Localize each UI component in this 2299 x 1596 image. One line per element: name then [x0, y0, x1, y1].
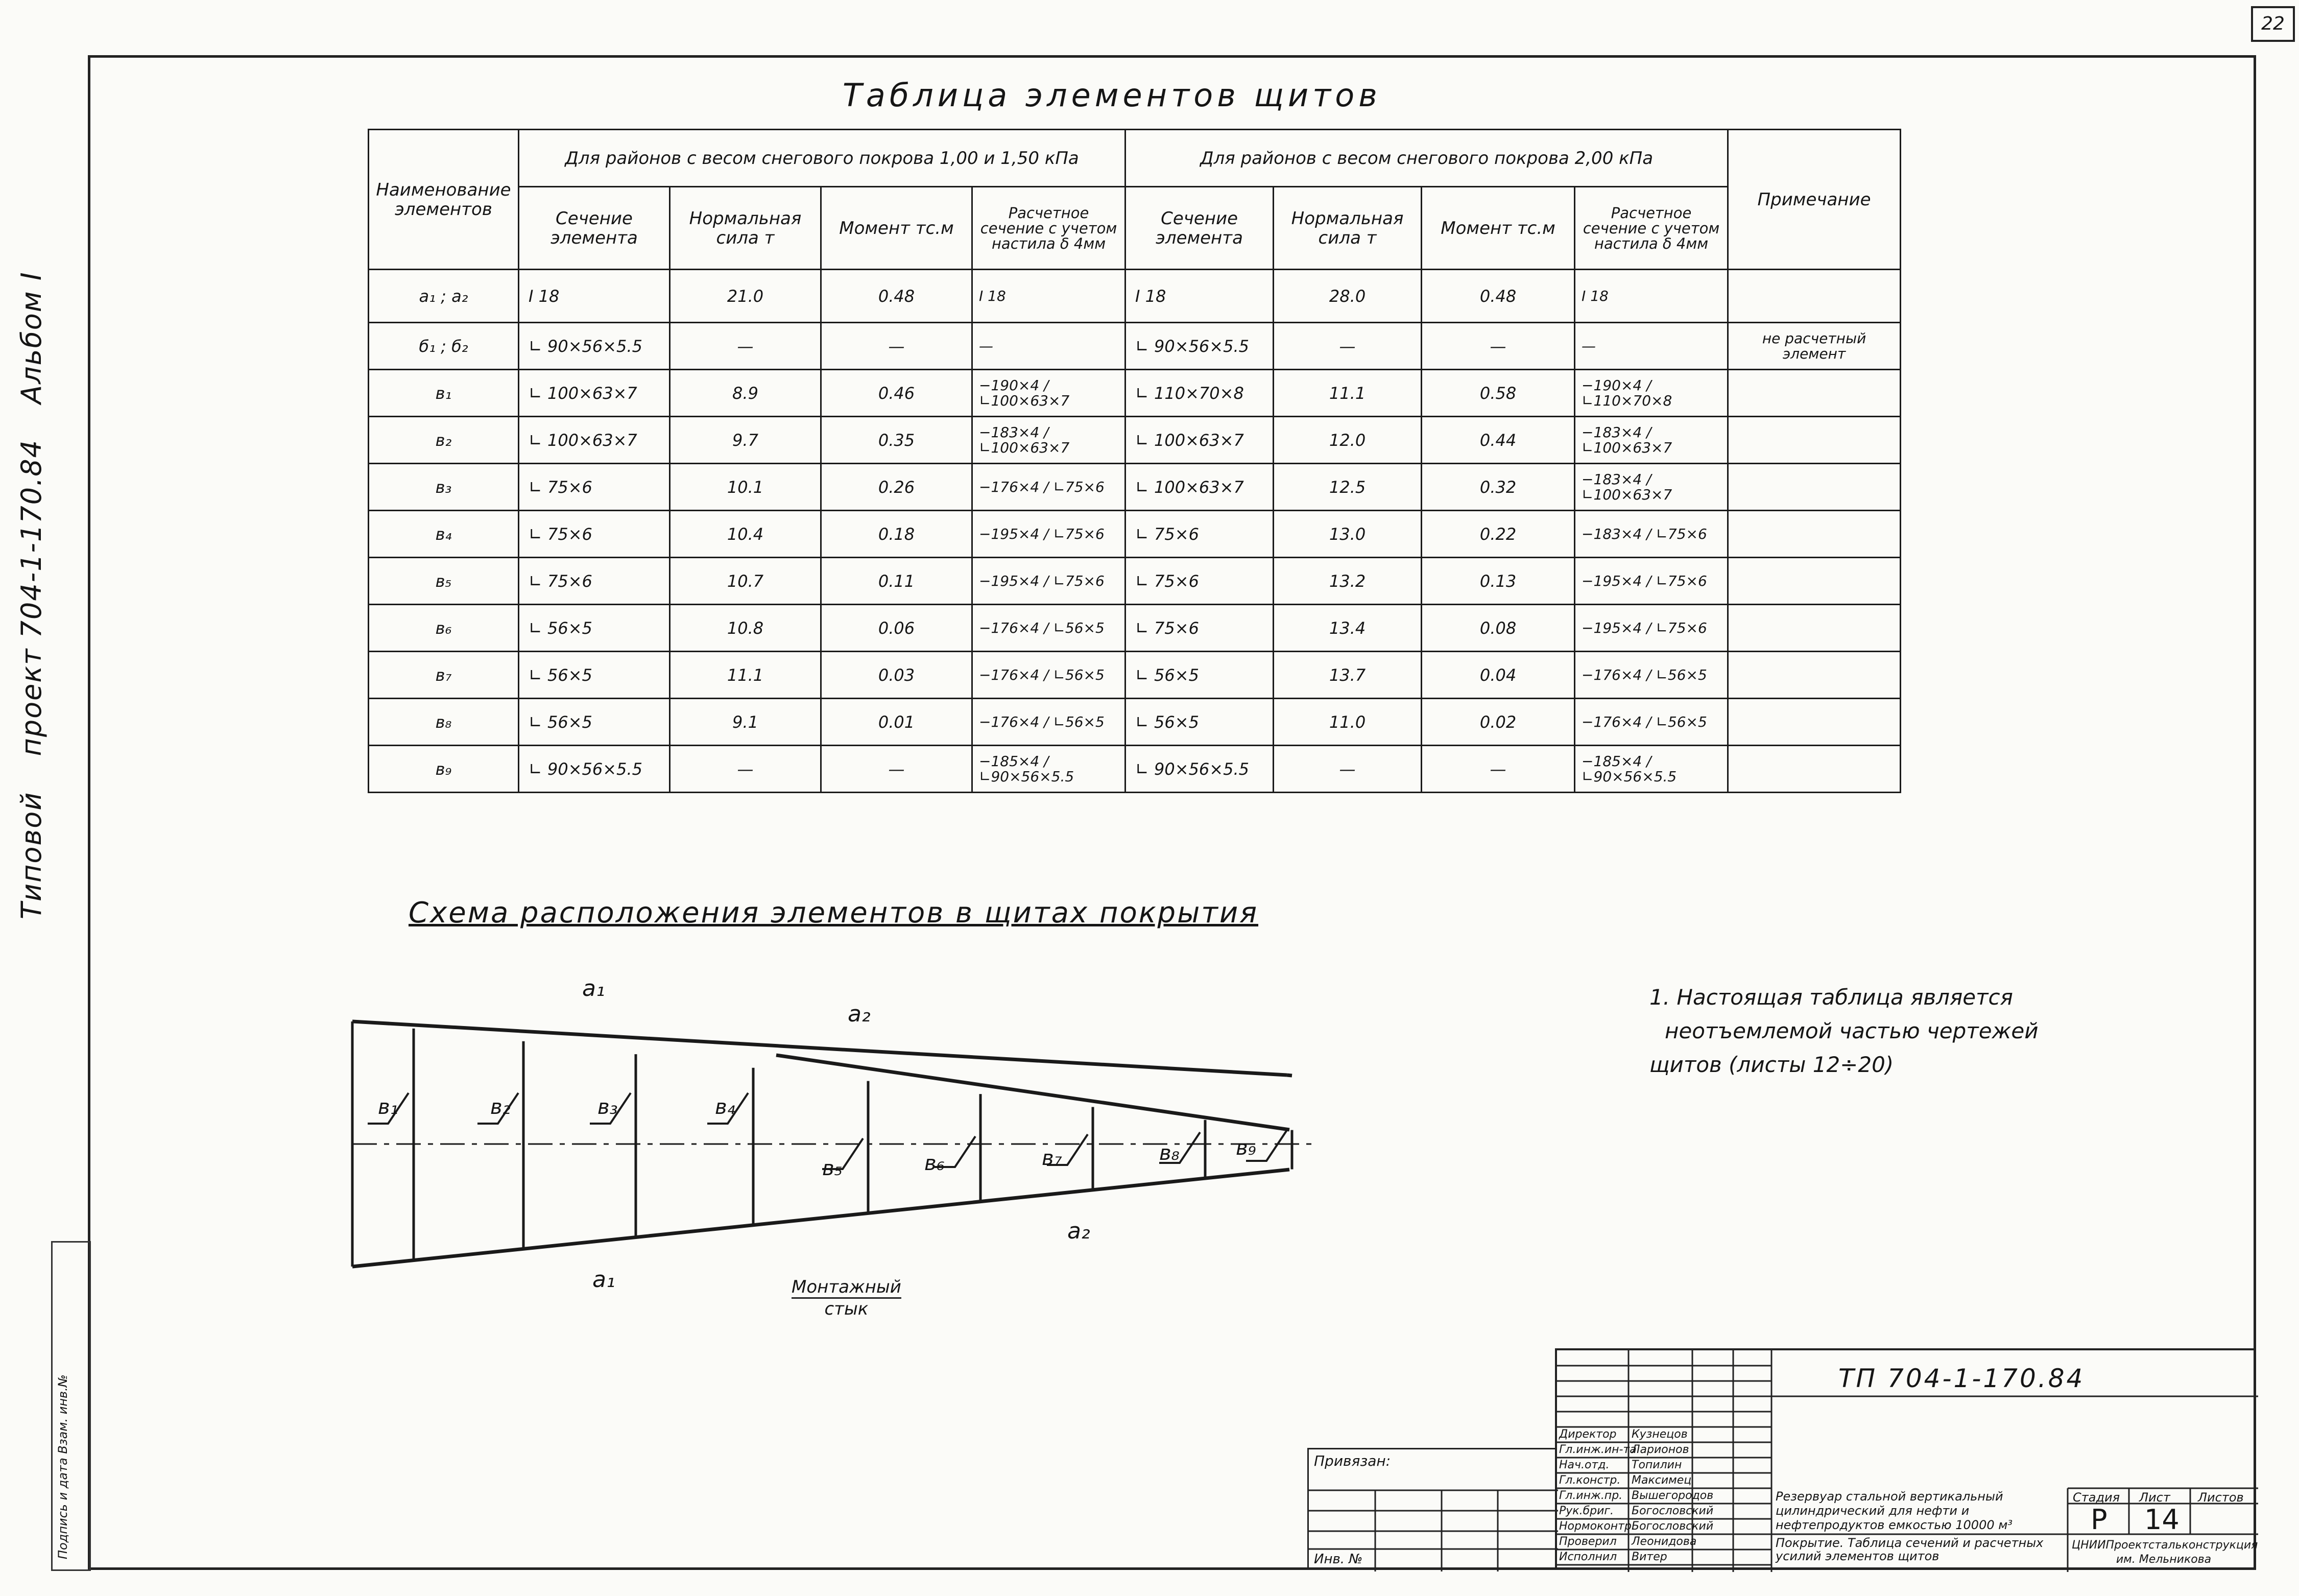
cell-c1: −176×4 / ∟75×6: [972, 464, 1125, 511]
cell-n1: 9.7: [670, 417, 821, 464]
cell-m1: 0.01: [821, 699, 972, 746]
joint-label-1: Монтажный: [792, 1277, 901, 1299]
cell-s1: ∟ 75×6: [519, 511, 670, 558]
cell-s2: ∟ 56×5: [1125, 652, 1274, 699]
cell-name: в₉: [369, 746, 519, 793]
cell-n2: 12.0: [1274, 417, 1422, 464]
side-album: Альбом I: [15, 271, 47, 404]
cell-s2: ∟ 75×6: [1125, 558, 1274, 605]
note-line-2: неотъемлемой частью чертежей: [1665, 1018, 2039, 1043]
joint-label-2: стык: [824, 1299, 869, 1319]
sheet-value: 14: [2144, 1504, 2180, 1536]
header-group-2: Для районов с весом снегового покрова 2,00 кПа: [1125, 130, 1728, 187]
sheet-number: 22: [2251, 6, 2295, 42]
header-moment: Момент тс.м: [1422, 187, 1575, 270]
cell-n2: 13.4: [1274, 605, 1422, 652]
cell-c1: −176×4 / ∟56×5: [972, 605, 1125, 652]
cell-m1: —: [821, 746, 972, 793]
cell-m1: 0.35: [821, 417, 972, 464]
cell-m1: —: [821, 323, 972, 370]
cell-s2: ∟ 100×63×7: [1125, 464, 1274, 511]
table-row: [369, 558, 1901, 605]
role-label: Директор: [1559, 1428, 1617, 1441]
cell-s2: ∟ 90×56×5.5: [1125, 323, 1274, 370]
cell-c1: −176×4 / ∟56×5: [972, 699, 1125, 746]
scheme-title: Схема расположения элементов в щитах покрытия: [409, 896, 1259, 930]
cell-c2: −183×4 / ∟100×63×7: [1575, 464, 1728, 511]
cell-n1: 10.7: [670, 558, 821, 605]
cell-note: [1728, 746, 1901, 793]
cell-c1: −183×4 / ∟100×63×7: [972, 417, 1125, 464]
cell-c2: −183×4 / ∟75×6: [1575, 511, 1728, 558]
cell-m2: —: [1422, 746, 1575, 793]
header-moment: Момент тс.м: [821, 187, 972, 270]
cell-name: в₇: [369, 652, 519, 699]
role-label: Гл.констр.: [1559, 1474, 1621, 1487]
cell-c2: −185×4 / ∟90×56×5.5: [1575, 746, 1728, 793]
cell-n2: 13.0: [1274, 511, 1422, 558]
cell-n2: 13.7: [1274, 652, 1422, 699]
cell-s1: I 18: [519, 270, 670, 323]
person-name: Витер: [1632, 1551, 1667, 1563]
cell-m1: 0.11: [821, 558, 972, 605]
cell-n2: —: [1274, 746, 1422, 793]
cell-name: б₁ ; б₂: [369, 323, 519, 370]
role-label: Нач.отд.: [1559, 1459, 1610, 1471]
table-row: [369, 270, 1901, 323]
table-row: [369, 417, 1901, 464]
table-row: [369, 511, 1901, 558]
cell-m2: 0.44: [1422, 417, 1575, 464]
cell-c1: —: [972, 323, 1125, 370]
person-name: Максимец: [1632, 1474, 1692, 1487]
person-name: Леонидова: [1632, 1535, 1697, 1548]
joint-label: [792, 1277, 901, 1319]
cell-m2: 0.08: [1422, 605, 1575, 652]
cell-note: [1728, 652, 1901, 699]
cell-n1: 10.1: [670, 464, 821, 511]
header-name: Наименование элементов: [369, 130, 519, 270]
sheet-label: Лист: [2139, 1490, 2170, 1505]
label-b9: в₉: [1236, 1136, 1256, 1160]
person-name: Богословский: [1632, 1505, 1714, 1517]
cell-name: в₁: [369, 370, 519, 417]
cell-m2: 0.13: [1422, 558, 1575, 605]
header-calc-section: Расчетное сечение с учетом настила δ 4мм: [972, 187, 1125, 270]
role-label: Исполнил: [1559, 1551, 1617, 1563]
cell-m2: 0.04: [1422, 652, 1575, 699]
cell-c2: −183×4 / ∟100×63×7: [1575, 417, 1728, 464]
cell-note: [1728, 605, 1901, 652]
cell-note: [1728, 464, 1901, 511]
cell-m1: 0.06: [821, 605, 972, 652]
label-a1-bottom: а₁: [592, 1267, 615, 1293]
cell-n1: 10.4: [670, 511, 821, 558]
cell-name: в₆: [369, 605, 519, 652]
label-a2-bottom: а₂: [1067, 1218, 1090, 1244]
cell-m2: 0.22: [1422, 511, 1575, 558]
cell-c2: I 18: [1575, 270, 1728, 323]
cell-s1: ∟ 75×6: [519, 558, 670, 605]
sheets-label: Листов: [2198, 1490, 2244, 1505]
side-series: Типовой: [15, 791, 47, 919]
header-group-1: Для районов с весом снегового покрова 1,00 и 1,50 кПа: [519, 130, 1125, 187]
cell-name: в₈: [369, 699, 519, 746]
cell-note: [1728, 511, 1901, 558]
cell-n2: 28.0: [1274, 270, 1422, 323]
label-b1: в₁: [378, 1095, 398, 1119]
cell-note: [1728, 558, 1901, 605]
cell-c1: −195×4 / ∟75×6: [972, 511, 1125, 558]
person-name: Вышегородов: [1632, 1489, 1714, 1502]
table-row: [369, 464, 1901, 511]
cell-n2: 11.0: [1274, 699, 1422, 746]
cell-s1: ∟ 56×5: [519, 605, 670, 652]
label-b3: в₃: [597, 1095, 618, 1119]
stage-label: Стадия: [2073, 1490, 2120, 1505]
cell-m2: 0.32: [1422, 464, 1575, 511]
label-a2-top: а₂: [848, 1001, 871, 1027]
cell-c2: −195×4 / ∟75×6: [1575, 558, 1728, 605]
label-b8: в₈: [1159, 1141, 1180, 1165]
cell-name: а₁ ; а₂: [369, 270, 519, 323]
side-title: [15, 204, 47, 919]
table-row: [369, 699, 1901, 746]
cell-name: в₃: [369, 464, 519, 511]
document-code: ТП 704-1-170.84: [1838, 1364, 2085, 1393]
label-b2: в₂: [490, 1095, 511, 1119]
cell-s2: ∟ 56×5: [1125, 699, 1274, 746]
cell-s1: ∟ 90×56×5.5: [519, 323, 670, 370]
cell-m1: 0.26: [821, 464, 972, 511]
header-note: Примечание: [1728, 130, 1901, 270]
person-name: Кузнецов: [1632, 1428, 1688, 1441]
role-label: Гл.инж.пр.: [1559, 1489, 1623, 1502]
cell-note: [1728, 699, 1901, 746]
header-calc-section: Расчетное сечение с учетом настила δ 4мм: [1575, 187, 1728, 270]
cell-note: не расчетный элемент: [1728, 323, 1901, 370]
cell-m1: 0.18: [821, 511, 972, 558]
stamp-column: [51, 1241, 91, 1571]
role-label: Гл.инж.ин-та: [1559, 1443, 1637, 1456]
note-line-1: 1. Настоящая таблица является: [1649, 985, 2013, 1010]
cell-name: в₂: [369, 417, 519, 464]
cell-c1: −176×4 / ∟56×5: [972, 652, 1125, 699]
cell-c2: −176×4 / ∟56×5: [1575, 652, 1728, 699]
cell-s1: ∟ 56×5: [519, 699, 670, 746]
project-name: Резервуар стальной вертикальный цилиндрический для нефти и нефтепродуктов емкостью 10000 м³: [1776, 1489, 2013, 1532]
cell-c2: —: [1575, 323, 1728, 370]
cell-s2: ∟ 90×56×5.5: [1125, 746, 1274, 793]
cell-s2: ∟ 75×6: [1125, 511, 1274, 558]
label-a1-top: а₁: [582, 975, 605, 1002]
table-row: [369, 652, 1901, 699]
cell-s2: ∟ 110×70×8: [1125, 370, 1274, 417]
cell-c1: −185×4 / ∟90×56×5.5: [972, 746, 1125, 793]
label-b4: в₄: [715, 1095, 735, 1119]
label-b6: в₆: [924, 1152, 945, 1175]
cell-note: [1728, 370, 1901, 417]
cell-m1: 0.46: [821, 370, 972, 417]
stamp-text: Подпись и дата Взам. инв.№: [56, 1374, 70, 1559]
cell-s1: ∟ 75×6: [519, 464, 670, 511]
header-section: Сечение элемента: [1125, 187, 1274, 270]
cell-s2: ∟ 100×63×7: [1125, 417, 1274, 464]
cell-n1: 8.9: [670, 370, 821, 417]
cell-note: [1728, 417, 1901, 464]
label-b7: в₇: [1042, 1147, 1062, 1170]
table-row: [369, 370, 1901, 417]
role-label: Нормоконтр.: [1559, 1520, 1635, 1533]
privyazan-label: Привязан:: [1314, 1452, 1391, 1469]
table-row: [369, 605, 1901, 652]
cell-n1: 11.1: [670, 652, 821, 699]
cell-n2: 13.2: [1274, 558, 1422, 605]
table-row: [369, 323, 1901, 370]
person-name: Ларионов: [1632, 1443, 1689, 1456]
role-label: Проверил: [1559, 1535, 1617, 1548]
cell-name: в₄: [369, 511, 519, 558]
cell-s1: ∟ 90×56×5.5: [519, 746, 670, 793]
sheet-title: Покрытие. Таблица сечений и расчетных усилий элементов щитов: [1776, 1536, 2044, 1563]
cell-n2: 12.5: [1274, 464, 1422, 511]
cell-c2: −195×4 / ∟75×6: [1575, 605, 1728, 652]
cell-c2: −176×4 / ∟56×5: [1575, 699, 1728, 746]
side-project: проект 704-1-170.84: [15, 439, 47, 756]
role-label: Рук.бриг.: [1559, 1505, 1614, 1517]
cell-n1: —: [670, 323, 821, 370]
cell-s1: ∟ 100×63×7: [519, 370, 670, 417]
inv-no-label: Инв. №: [1314, 1552, 1363, 1567]
table-row: [369, 746, 1901, 793]
cell-n1: 10.8: [670, 605, 821, 652]
privyazan-grid: [1309, 1449, 1558, 1571]
notes: [1649, 981, 2039, 1082]
cell-n1: 9.1: [670, 699, 821, 746]
cell-m1: 0.48: [821, 270, 972, 323]
header-section: Сечение элемента: [519, 187, 670, 270]
cell-n2: —: [1274, 323, 1422, 370]
cell-c1: −190×4 / ∟100×63×7: [972, 370, 1125, 417]
table-title: Таблица элементов щитов: [843, 77, 1381, 114]
cell-n2: 11.1: [1274, 370, 1422, 417]
cell-n1: 21.0: [670, 270, 821, 323]
cell-c2: −190×4 / ∟110×70×8: [1575, 370, 1728, 417]
cell-s2: I 18: [1125, 270, 1274, 323]
person-name: Топилин: [1632, 1459, 1682, 1471]
cell-c1: −195×4 / ∟75×6: [972, 558, 1125, 605]
cell-s2: ∟ 75×6: [1125, 605, 1274, 652]
cell-m2: 0.48: [1422, 270, 1575, 323]
note-line-3: щитов (листы 12÷20): [1649, 1052, 1894, 1077]
cell-m1: 0.03: [821, 652, 972, 699]
label-b5: в₅: [822, 1157, 843, 1180]
organization: ЦНИИПроектстальконструкция им. Мельникова: [2072, 1539, 2258, 1566]
privyazan-block: [1307, 1448, 1556, 1570]
stage-value: Р: [2091, 1504, 2108, 1536]
cell-s1: ∟ 100×63×7: [519, 417, 670, 464]
cell-n1: —: [670, 746, 821, 793]
cell-m2: —: [1422, 323, 1575, 370]
cell-note: [1728, 270, 1901, 323]
cell-m2: 0.58: [1422, 370, 1575, 417]
person-name: Богословский: [1632, 1520, 1714, 1533]
header-normal-force: Нормальная сила т: [670, 187, 821, 270]
cell-m2: 0.02: [1422, 699, 1575, 746]
header-normal-force: Нормальная сила т: [1274, 187, 1422, 270]
cell-name: в₅: [369, 558, 519, 605]
elements-table: [368, 129, 1901, 793]
cell-s1: ∟ 56×5: [519, 652, 670, 699]
cell-c1: I 18: [972, 270, 1125, 323]
